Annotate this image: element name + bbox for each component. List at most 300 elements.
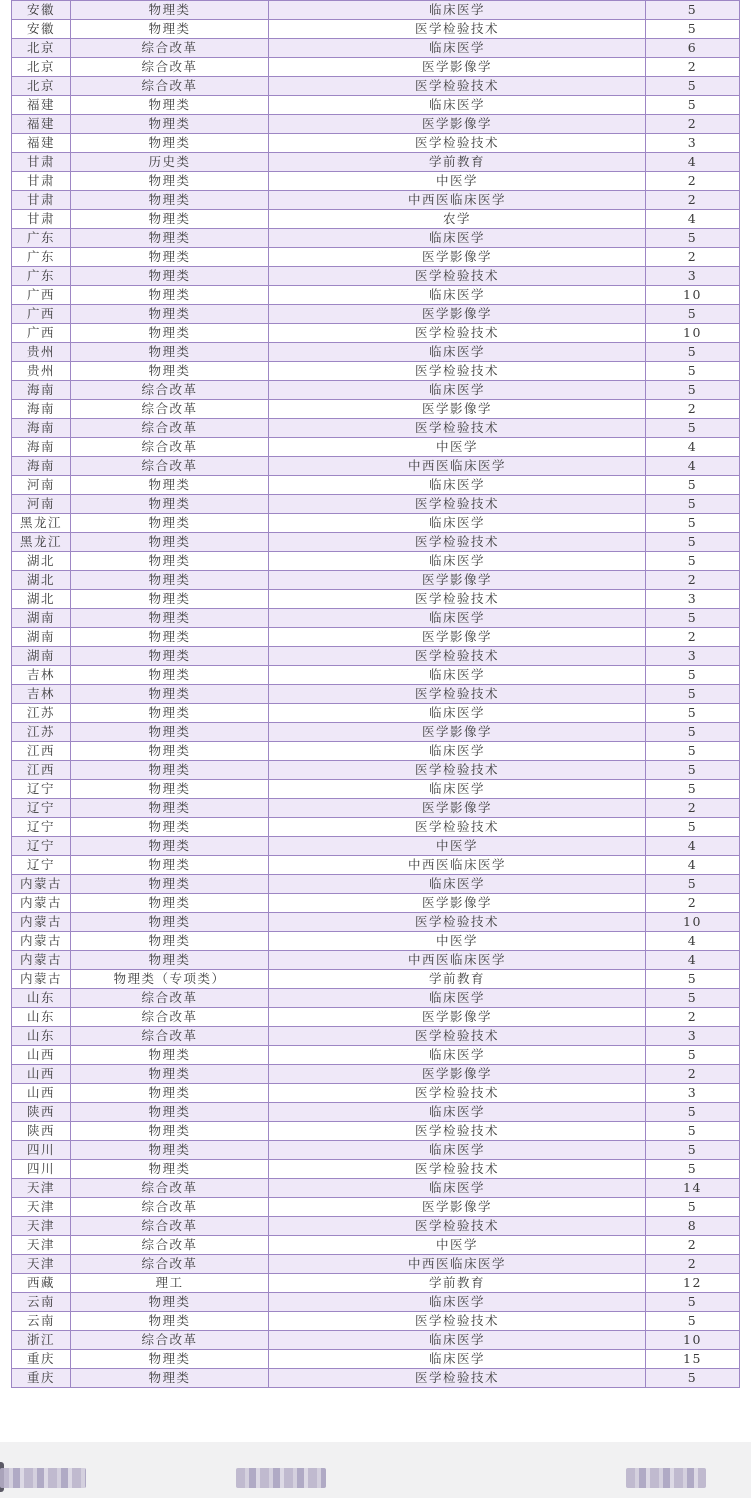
category-cell: 综合改革: [71, 1236, 269, 1255]
category-cell: 物理类: [71, 1065, 269, 1084]
quota-cell: 5: [646, 552, 740, 571]
quota-cell: 12: [646, 1274, 740, 1293]
major-cell: 医学检验技术: [269, 533, 646, 552]
province-cell: 江西: [12, 742, 71, 761]
major-cell: 临床医学: [269, 476, 646, 495]
quota-cell: 5: [646, 77, 740, 96]
table-row: [12, 1008, 740, 1027]
category-cell: 物理类: [71, 1312, 269, 1331]
major-cell: 医学影像学: [269, 894, 646, 913]
table-row: [12, 419, 740, 438]
table-row: [12, 324, 740, 343]
table-row: [12, 628, 740, 647]
quota-cell: 5: [646, 1122, 740, 1141]
province-cell: 江苏: [12, 704, 71, 723]
province-cell: 广西: [12, 324, 71, 343]
major-cell: 医学检验技术: [269, 1369, 646, 1388]
quota-cell: 14: [646, 1179, 740, 1198]
quota-cell: 2: [646, 628, 740, 647]
quota-cell: 2: [646, 799, 740, 818]
category-cell: 物理类: [71, 552, 269, 571]
quota-cell: 5: [646, 970, 740, 989]
category-cell: 综合改革: [71, 1198, 269, 1217]
category-cell: 物理类: [71, 647, 269, 666]
major-cell: 医学影像学: [269, 1008, 646, 1027]
quota-cell: 5: [646, 96, 740, 115]
quota-cell: 2: [646, 1236, 740, 1255]
major-cell: 医学检验技术: [269, 1217, 646, 1236]
province-cell: 海南: [12, 381, 71, 400]
table-row: [12, 1255, 740, 1274]
province-cell: 湖南: [12, 647, 71, 666]
major-cell: 医学检验技术: [269, 419, 646, 438]
category-cell: 物理类: [71, 96, 269, 115]
province-cell: 河南: [12, 476, 71, 495]
table-row: [12, 286, 740, 305]
province-cell: 广东: [12, 248, 71, 267]
quota-cell: 5: [646, 476, 740, 495]
category-cell: 物理类: [71, 229, 269, 248]
major-cell: 中医学: [269, 438, 646, 457]
table-row: [12, 1027, 740, 1046]
quota-cell: 5: [646, 1046, 740, 1065]
province-cell: 辽宁: [12, 799, 71, 818]
province-cell: 北京: [12, 58, 71, 77]
quota-table-container: [11, 0, 739, 1388]
table-row: [12, 742, 740, 761]
major-cell: 临床医学: [269, 1046, 646, 1065]
category-cell: 综合改革: [71, 1027, 269, 1046]
major-cell: 医学影像学: [269, 1198, 646, 1217]
category-cell: 物理类: [71, 761, 269, 780]
category-cell: 物理类: [71, 837, 269, 856]
province-cell: 辽宁: [12, 780, 71, 799]
category-cell: 物理类: [71, 723, 269, 742]
category-cell: 物理类: [71, 248, 269, 267]
category-cell: 物理类: [71, 514, 269, 533]
quota-cell: 4: [646, 457, 740, 476]
province-cell: 海南: [12, 419, 71, 438]
province-cell: 江苏: [12, 723, 71, 742]
category-cell: 物理类: [71, 191, 269, 210]
table-row: [12, 134, 740, 153]
table-row: [12, 1293, 740, 1312]
major-cell: 中医学: [269, 172, 646, 191]
quota-cell: 5: [646, 875, 740, 894]
category-cell: 物理类: [71, 286, 269, 305]
table-row: [12, 39, 740, 58]
table-row: [12, 1331, 740, 1350]
major-cell: 临床医学: [269, 742, 646, 761]
table-row: [12, 1274, 740, 1293]
major-cell: 医学检验技术: [269, 761, 646, 780]
major-cell: 医学检验技术: [269, 20, 646, 39]
province-cell: 福建: [12, 115, 71, 134]
quota-cell: 5: [646, 1369, 740, 1388]
table-row: [12, 989, 740, 1008]
quota-cell: 5: [646, 1293, 740, 1312]
category-cell: 综合改革: [71, 77, 269, 96]
province-cell: 内蒙古: [12, 970, 71, 989]
quota-cell: 3: [646, 1084, 740, 1103]
major-cell: 临床医学: [269, 1141, 646, 1160]
table-row: [12, 77, 740, 96]
quota-cell: 5: [646, 818, 740, 837]
quota-cell: 4: [646, 438, 740, 457]
province-cell: 北京: [12, 77, 71, 96]
category-cell: 物理类: [71, 590, 269, 609]
quota-cell: 2: [646, 400, 740, 419]
province-cell: 广东: [12, 267, 71, 286]
category-cell: 物理类: [71, 1350, 269, 1369]
major-cell: 临床医学: [269, 286, 646, 305]
quota-cell: 2: [646, 1255, 740, 1274]
major-cell: 医学检验技术: [269, 913, 646, 932]
quota-cell: 4: [646, 856, 740, 875]
table-row: [12, 153, 740, 172]
major-cell: 医学影像学: [269, 1065, 646, 1084]
category-cell: 物理类: [71, 609, 269, 628]
major-cell: 中西医临床医学: [269, 457, 646, 476]
major-cell: 临床医学: [269, 704, 646, 723]
province-cell: 海南: [12, 457, 71, 476]
province-cell: 陕西: [12, 1122, 71, 1141]
table-row: [12, 1236, 740, 1255]
major-cell: 中西医临床医学: [269, 191, 646, 210]
major-cell: 医学影像学: [269, 571, 646, 590]
table-row: [12, 58, 740, 77]
province-cell: 河南: [12, 495, 71, 514]
province-cell: 天津: [12, 1255, 71, 1274]
province-cell: 天津: [12, 1179, 71, 1198]
major-cell: 医学检验技术: [269, 495, 646, 514]
major-cell: 医学影像学: [269, 723, 646, 742]
quota-cell: 2: [646, 115, 740, 134]
major-cell: 临床医学: [269, 381, 646, 400]
province-cell: 安徽: [12, 20, 71, 39]
table-row: [12, 476, 740, 495]
quota-cell: 5: [646, 20, 740, 39]
table-row: [12, 229, 740, 248]
quota-cell: 4: [646, 932, 740, 951]
nav-item-middle-blurred[interactable]: [236, 1468, 326, 1488]
quota-cell: 3: [646, 590, 740, 609]
quota-cell: 15: [646, 1350, 740, 1369]
province-cell: 江西: [12, 761, 71, 780]
major-cell: 医学检验技术: [269, 1084, 646, 1103]
quota-cell: 5: [646, 1, 740, 20]
major-cell: 中西医临床医学: [269, 951, 646, 970]
category-cell: 物理类: [71, 1103, 269, 1122]
major-cell: 临床医学: [269, 343, 646, 362]
table-row: [12, 1350, 740, 1369]
table-row: [12, 761, 740, 780]
province-cell: 内蒙古: [12, 913, 71, 932]
category-cell: 物理类: [71, 932, 269, 951]
major-cell: 临床医学: [269, 1, 646, 20]
major-cell: 学前教育: [269, 153, 646, 172]
table-row: [12, 571, 740, 590]
category-cell: 物理类: [71, 210, 269, 229]
quota-cell: 3: [646, 267, 740, 286]
quota-cell: 5: [646, 685, 740, 704]
quota-cell: 5: [646, 381, 740, 400]
table-row: [12, 210, 740, 229]
category-cell: 物理类: [71, 1293, 269, 1312]
category-cell: 物理类: [71, 495, 269, 514]
category-cell: 物理类: [71, 1, 269, 20]
province-cell: 辽宁: [12, 818, 71, 837]
quota-cell: 2: [646, 1008, 740, 1027]
table-row: [12, 1198, 740, 1217]
table-row: [12, 115, 740, 134]
major-cell: 医学检验技术: [269, 685, 646, 704]
table-row: [12, 913, 740, 932]
table-row: [12, 438, 740, 457]
province-cell: 吉林: [12, 666, 71, 685]
province-cell: 湖北: [12, 552, 71, 571]
quota-cell: 4: [646, 837, 740, 856]
province-cell: 浙江: [12, 1331, 71, 1350]
category-cell: 物理类: [71, 780, 269, 799]
major-cell: 医学检验技术: [269, 590, 646, 609]
province-cell: 北京: [12, 39, 71, 58]
province-cell: 内蒙古: [12, 932, 71, 951]
quota-cell: 10: [646, 286, 740, 305]
province-cell: 四川: [12, 1141, 71, 1160]
province-cell: 山东: [12, 1008, 71, 1027]
major-cell: 学前教育: [269, 970, 646, 989]
province-cell: 广西: [12, 286, 71, 305]
category-cell: 综合改革: [71, 39, 269, 58]
major-cell: 中医学: [269, 932, 646, 951]
nav-item-left-blurred[interactable]: [0, 1468, 86, 1488]
quota-cell: 4: [646, 210, 740, 229]
table-row: [12, 590, 740, 609]
quota-cell: 5: [646, 495, 740, 514]
quota-cell: 5: [646, 362, 740, 381]
quota-cell: 10: [646, 913, 740, 932]
province-cell: 黑龙江: [12, 514, 71, 533]
category-cell: 综合改革: [71, 381, 269, 400]
table-row: [12, 1103, 740, 1122]
province-cell: 内蒙古: [12, 875, 71, 894]
major-cell: 医学检验技术: [269, 362, 646, 381]
table-row: [12, 191, 740, 210]
major-cell: 临床医学: [269, 666, 646, 685]
quota-cell: 5: [646, 666, 740, 685]
major-cell: 临床医学: [269, 609, 646, 628]
category-cell: 物理类: [71, 343, 269, 362]
table-row: [12, 932, 740, 951]
major-cell: 临床医学: [269, 1293, 646, 1312]
province-cell: 内蒙古: [12, 894, 71, 913]
quota-cell: 5: [646, 419, 740, 438]
province-cell: 天津: [12, 1198, 71, 1217]
major-cell: 临床医学: [269, 96, 646, 115]
major-cell: 临床医学: [269, 875, 646, 894]
quota-cell: 5: [646, 1198, 740, 1217]
major-cell: 医学检验技术: [269, 1122, 646, 1141]
quota-cell: 2: [646, 248, 740, 267]
category-cell: 物理类: [71, 1369, 269, 1388]
major-cell: 中医学: [269, 1236, 646, 1255]
quota-cell: 5: [646, 761, 740, 780]
quota-cell: 5: [646, 1312, 740, 1331]
major-cell: 医学检验技术: [269, 324, 646, 343]
quota-cell: 2: [646, 571, 740, 590]
province-cell: 湖南: [12, 609, 71, 628]
category-cell: 物理类: [71, 875, 269, 894]
table-row: [12, 1046, 740, 1065]
major-cell: 临床医学: [269, 1350, 646, 1369]
major-cell: 医学影像学: [269, 628, 646, 647]
category-cell: 物理类: [71, 172, 269, 191]
quota-cell: 8: [646, 1217, 740, 1236]
quota-cell: 4: [646, 951, 740, 970]
table-row: [12, 856, 740, 875]
major-cell: 医学检验技术: [269, 77, 646, 96]
category-cell: 物理类: [71, 324, 269, 343]
quota-cell: 2: [646, 172, 740, 191]
category-cell: 历史类: [71, 153, 269, 172]
major-cell: 临床医学: [269, 39, 646, 58]
category-cell: 物理类: [71, 1160, 269, 1179]
province-cell: 天津: [12, 1236, 71, 1255]
category-cell: 物理类: [71, 476, 269, 495]
quota-cell: 5: [646, 1141, 740, 1160]
table-row: [12, 362, 740, 381]
quota-cell: 5: [646, 704, 740, 723]
major-cell: 医学影像学: [269, 305, 646, 324]
table-row: [12, 533, 740, 552]
category-cell: 物理类: [71, 951, 269, 970]
table-row: [12, 552, 740, 571]
major-cell: 医学检验技术: [269, 1312, 646, 1331]
table-row: [12, 1179, 740, 1198]
major-cell: 学前教育: [269, 1274, 646, 1293]
major-cell: 医学检验技术: [269, 1027, 646, 1046]
table-row: [12, 685, 740, 704]
major-cell: 医学影像学: [269, 58, 646, 77]
province-cell: 山西: [12, 1065, 71, 1084]
quota-cell: 6: [646, 39, 740, 58]
major-cell: 临床医学: [269, 514, 646, 533]
category-cell: 物理类: [71, 856, 269, 875]
province-cell: 重庆: [12, 1350, 71, 1369]
nav-item-right-blurred[interactable]: [626, 1468, 706, 1488]
quota-cell: 5: [646, 514, 740, 533]
major-cell: 医学检验技术: [269, 818, 646, 837]
table-row: [12, 267, 740, 286]
table-row: [12, 609, 740, 628]
quota-cell: 2: [646, 1065, 740, 1084]
province-cell: 安徽: [12, 1, 71, 20]
major-cell: 医学影像学: [269, 115, 646, 134]
category-cell: 物理类: [71, 1084, 269, 1103]
category-cell: 物理类: [71, 533, 269, 552]
major-cell: 临床医学: [269, 780, 646, 799]
category-cell: 物理类: [71, 20, 269, 39]
province-cell: 甘肃: [12, 172, 71, 191]
table-row: [12, 666, 740, 685]
table-row: [12, 172, 740, 191]
category-cell: 综合改革: [71, 438, 269, 457]
province-cell: 湖北: [12, 590, 71, 609]
quota-cell: 5: [646, 305, 740, 324]
province-cell: 西藏: [12, 1274, 71, 1293]
quota-cell: 10: [646, 1331, 740, 1350]
table-row: [12, 305, 740, 324]
major-cell: 医学影像学: [269, 248, 646, 267]
quota-cell: 5: [646, 780, 740, 799]
table-row: [12, 381, 740, 400]
table-row: [12, 1065, 740, 1084]
quota-table-body: [12, 1, 740, 1388]
table-row: [12, 248, 740, 267]
major-cell: 临床医学: [269, 1179, 646, 1198]
province-cell: 福建: [12, 134, 71, 153]
province-cell: 辽宁: [12, 856, 71, 875]
province-cell: 甘肃: [12, 210, 71, 229]
category-cell: 物理类: [71, 362, 269, 381]
category-cell: 物理类: [71, 115, 269, 134]
province-cell: 湖南: [12, 628, 71, 647]
table-row: [12, 1141, 740, 1160]
province-cell: 吉林: [12, 685, 71, 704]
quota-cell: 2: [646, 191, 740, 210]
table-row: [12, 704, 740, 723]
province-cell: 山东: [12, 989, 71, 1008]
province-cell: 重庆: [12, 1369, 71, 1388]
province-cell: 福建: [12, 96, 71, 115]
province-cell: 广西: [12, 305, 71, 324]
category-cell: 物理类: [71, 894, 269, 913]
major-cell: 临床医学: [269, 1103, 646, 1122]
category-cell: 物理类: [71, 1141, 269, 1160]
category-cell: 物理类: [71, 628, 269, 647]
table-row: [12, 514, 740, 533]
category-cell: 物理类: [71, 1122, 269, 1141]
category-cell: 物理类: [71, 305, 269, 324]
table-row: [12, 495, 740, 514]
province-cell: 云南: [12, 1293, 71, 1312]
province-cell: 云南: [12, 1312, 71, 1331]
table-row: [12, 1084, 740, 1103]
table-row: [12, 96, 740, 115]
quota-cell: 10: [646, 324, 740, 343]
category-cell: 理工: [71, 1274, 269, 1293]
province-cell: 山东: [12, 1027, 71, 1046]
table-row: [12, 1369, 740, 1388]
table-row: [12, 400, 740, 419]
quota-cell: 5: [646, 742, 740, 761]
category-cell: 综合改革: [71, 1331, 269, 1350]
category-cell: 综合改革: [71, 58, 269, 77]
table-row: [12, 970, 740, 989]
major-cell: 医学检验技术: [269, 647, 646, 666]
quota-cell: 5: [646, 343, 740, 362]
category-cell: 物理类: [71, 666, 269, 685]
category-cell: 物理类: [71, 704, 269, 723]
category-cell: 物理类: [71, 134, 269, 153]
table-row: [12, 1, 740, 20]
table-row: [12, 1217, 740, 1236]
quota-cell: 5: [646, 989, 740, 1008]
table-row: [12, 1160, 740, 1179]
quota-cell: 3: [646, 647, 740, 666]
province-cell: 甘肃: [12, 191, 71, 210]
